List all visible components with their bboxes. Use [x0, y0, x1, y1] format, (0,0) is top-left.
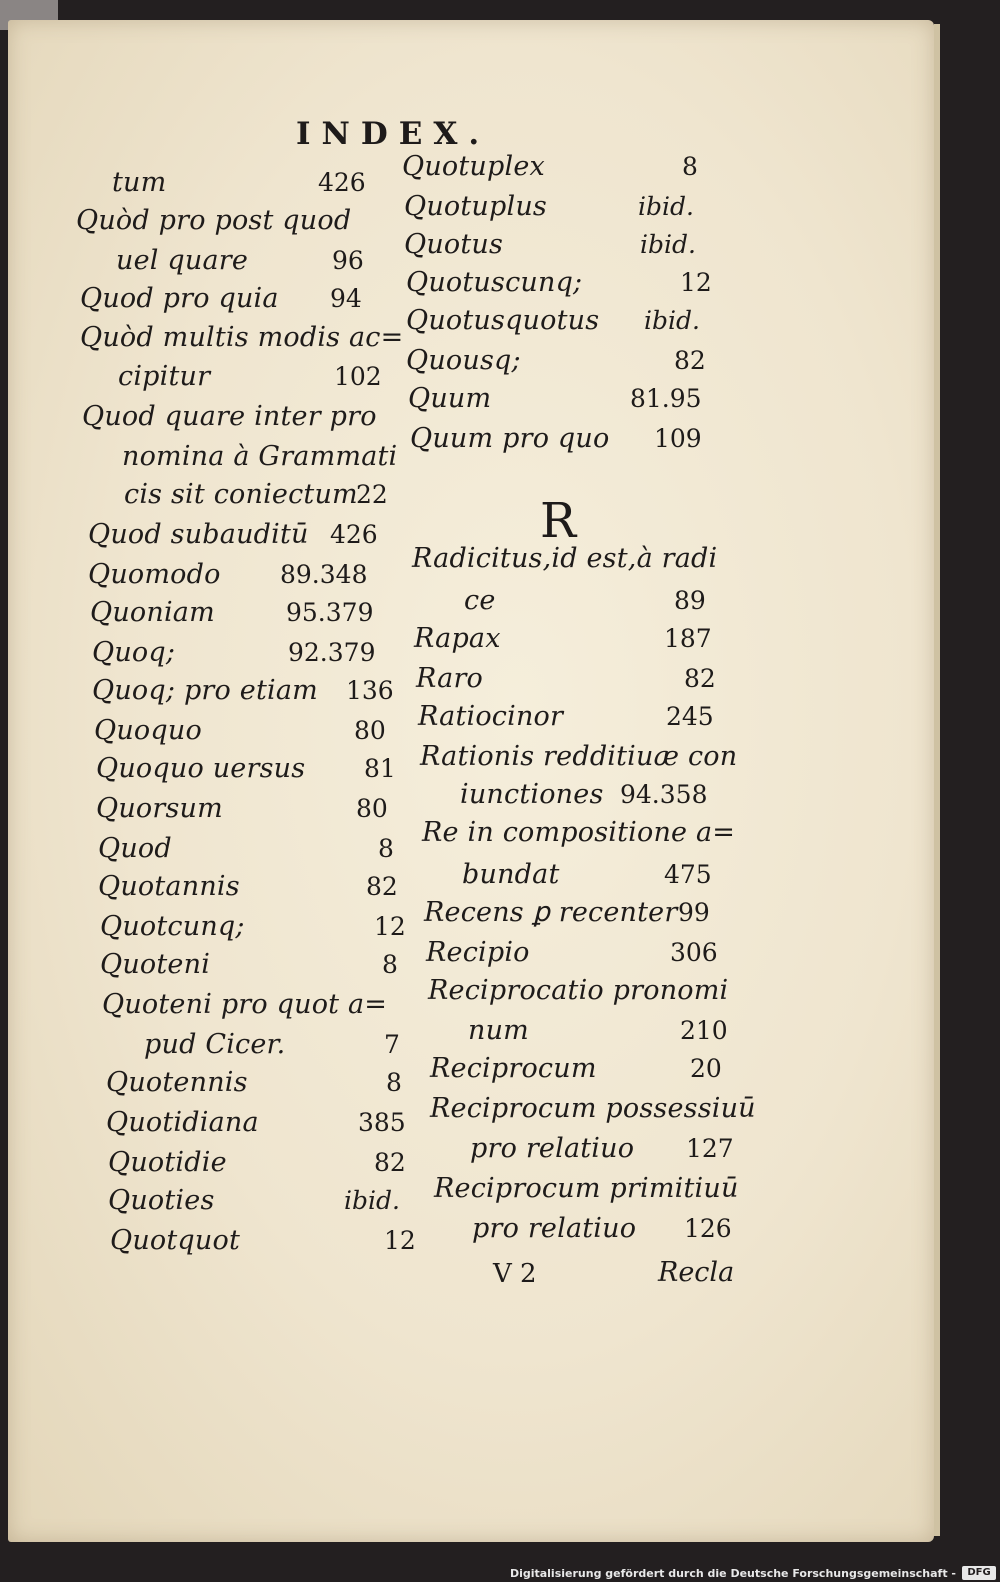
- left-entry-term: Quòd multis modis ac=: [80, 322, 404, 353]
- footer-credit: Digitalisierung gefördert durch die Deutsche Forschungsgemeinschaft -: [509, 1567, 956, 1580]
- left-entry-term: Quoteni pro quot a=: [102, 989, 388, 1020]
- left-entry-term: Quotquot: [110, 1225, 241, 1256]
- left-entry-term: cis sit coniectum: [124, 479, 358, 510]
- right-bottom-entry-page-number: 475: [664, 860, 712, 889]
- right-bottom-entry-page-number: 306: [670, 938, 718, 967]
- right-top-entry-term: Quum: [408, 383, 492, 414]
- left-entry-term: Quoties: [108, 1185, 215, 1216]
- left-entry-term: Quotennis: [106, 1067, 248, 1098]
- left-entry-page-number: 80: [356, 794, 388, 823]
- right-bottom-entry-term: Reciprocum primitiuū: [434, 1173, 739, 1204]
- right-bottom-entry-page-number: 126: [684, 1214, 732, 1243]
- right-bottom-entry-term: Rapax: [414, 623, 501, 654]
- right-top-entry-term: Quotuscunq;: [406, 267, 583, 298]
- right-top-entry-page-number: 8: [682, 152, 698, 181]
- right-bottom-entry-page-number: 210: [680, 1016, 728, 1045]
- left-entry-page-number: 89.348: [280, 560, 368, 589]
- left-entry-term: Quod pro quia: [80, 283, 279, 314]
- left-entry-term: Quoq; pro etiam: [92, 675, 318, 706]
- right-bottom-entry-term: Recipio: [426, 937, 530, 968]
- right-bottom-entry-page-number: 94.358: [620, 780, 708, 809]
- right-top-entry-term: Quum pro quo: [410, 423, 610, 454]
- right-bottom-entry-term: Reciprocatio pronomi: [428, 975, 729, 1006]
- right-bottom-entry-term: Ratiocinor: [418, 701, 564, 732]
- left-entry-page-number: 385: [358, 1108, 406, 1137]
- left-entry-term: Quotannis: [98, 871, 240, 902]
- dfg-logo: DFG: [962, 1566, 996, 1580]
- right-bottom-entry-term: num: [468, 1015, 529, 1046]
- right-bottom-entry-term: pro relatiuo: [470, 1133, 635, 1164]
- left-entry-term: Quorsum: [96, 793, 223, 824]
- right-bottom-entry-term: Reciprocum possessiuū: [430, 1093, 756, 1124]
- right-top-entry-term: Quotus: [404, 229, 504, 260]
- right-top-entry-page-number: 81.95: [630, 384, 702, 413]
- right-bottom-entry-term: pro relatiuo: [472, 1213, 637, 1244]
- left-entry-term: nomina à Grammati: [122, 441, 398, 472]
- right-top-entry-page-number: ibid.: [640, 230, 696, 259]
- left-entry-page-number: 426: [330, 520, 378, 549]
- left-entry-page-number: 8: [386, 1068, 402, 1097]
- left-entry-page-number: 80: [354, 716, 386, 745]
- right-top-entry-term: Quotuplex: [402, 151, 545, 182]
- right-bottom-entry-term: Raro: [416, 663, 484, 694]
- right-bottom-entry-term: Recens ꝑ recenter: [424, 897, 678, 928]
- right-bottom-entry-page-number: 20: [690, 1054, 722, 1083]
- left-entry-term: Quotidiana: [106, 1107, 259, 1138]
- right-bottom-entry-page-number: 127: [686, 1134, 734, 1163]
- right-bottom-entry-page-number: 245: [666, 702, 714, 731]
- left-entry-page-number: 82: [366, 872, 398, 901]
- catchword: Recla: [658, 1257, 735, 1288]
- right-bottom-entry-term: Rationis redditiuæ con: [420, 741, 738, 772]
- signature-mark: V 2: [493, 1259, 537, 1289]
- section-letter: R: [540, 493, 577, 549]
- left-entry-term: Quod subauditū: [88, 519, 309, 550]
- right-top-entry-term: Quotusquotus: [406, 305, 600, 336]
- left-entry-term: cipitur: [118, 361, 211, 392]
- right-top-entry-page-number: ibid.: [638, 192, 694, 221]
- left-entry-term: Quotcunq;: [100, 911, 245, 942]
- right-bottom-entry-term: ce: [464, 585, 496, 616]
- left-entry-page-number: 12: [374, 912, 406, 941]
- left-entry-term: Quomodo: [88, 559, 221, 590]
- left-entry-page-number: 82: [374, 1148, 406, 1177]
- right-top-entry-term: Quotuplus: [404, 191, 547, 222]
- left-entry-term: Quòd pro post quod: [76, 205, 352, 236]
- right-top-entry-page-number: ibid.: [644, 306, 700, 335]
- right-bottom-entry-term: iunctiones: [460, 779, 604, 810]
- right-top-entry-page-number: 82: [674, 346, 706, 375]
- left-entry-term: Quod: [98, 833, 172, 864]
- left-entry-term: uel quare: [116, 245, 249, 276]
- right-bottom-entry-page-number: 99: [678, 898, 710, 927]
- left-entry-term: pud Cicer.: [144, 1029, 286, 1060]
- right-top-entry-term: Quousq;: [406, 345, 521, 376]
- left-entry-page-number: 8: [382, 950, 398, 979]
- left-entry-page-number: ibid.: [344, 1186, 400, 1215]
- right-top-entry-page-number: 109: [654, 424, 702, 453]
- left-entry-term: Quotidie: [108, 1147, 227, 1178]
- left-entry-term: Quoquo uersus: [96, 753, 306, 784]
- right-bottom-entry-page-number: 82: [684, 664, 716, 693]
- right-bottom-entry-term: bundat: [462, 859, 560, 890]
- right-bottom-entry-term: Reciprocum: [430, 1053, 597, 1084]
- right-top-entry-page-number: 12: [680, 268, 712, 297]
- left-entry-page-number: 102: [334, 362, 382, 391]
- left-entry-term: Quoq;: [92, 637, 176, 668]
- right-bottom-entry-page-number: 187: [664, 624, 712, 653]
- right-bottom-entry-term: Re in compositione a=: [422, 817, 736, 848]
- left-entry-page-number: 22: [356, 480, 388, 509]
- left-entry-term: Quoquo: [94, 715, 202, 746]
- left-entry-page-number: 12: [384, 1226, 416, 1255]
- left-entry-page-number: 92.379: [288, 638, 376, 667]
- page-edge: [934, 24, 940, 1536]
- left-entry-term: Quoniam: [90, 597, 215, 628]
- left-entry-page-number: 81: [364, 754, 396, 783]
- left-entry-page-number: 96: [332, 246, 364, 275]
- left-entry-page-number: 95.379: [286, 598, 374, 627]
- right-bottom-entry-page-number: 89: [674, 586, 706, 615]
- left-entry-term: Quod quare inter pro: [82, 401, 377, 432]
- left-entry-page-number: 426: [318, 168, 366, 197]
- right-bottom-entry-term: Radicitus,id est,à radi: [412, 543, 718, 574]
- left-entry-page-number: 8: [378, 834, 394, 863]
- left-entry-term: Quoteni: [100, 949, 211, 980]
- left-entry-page-number: 94: [330, 284, 362, 313]
- page-header: INDEX.: [296, 116, 491, 152]
- left-entry-page-number: 7: [384, 1030, 400, 1059]
- left-entry-page-number: 136: [346, 676, 394, 705]
- left-entry-term: tum: [112, 167, 167, 198]
